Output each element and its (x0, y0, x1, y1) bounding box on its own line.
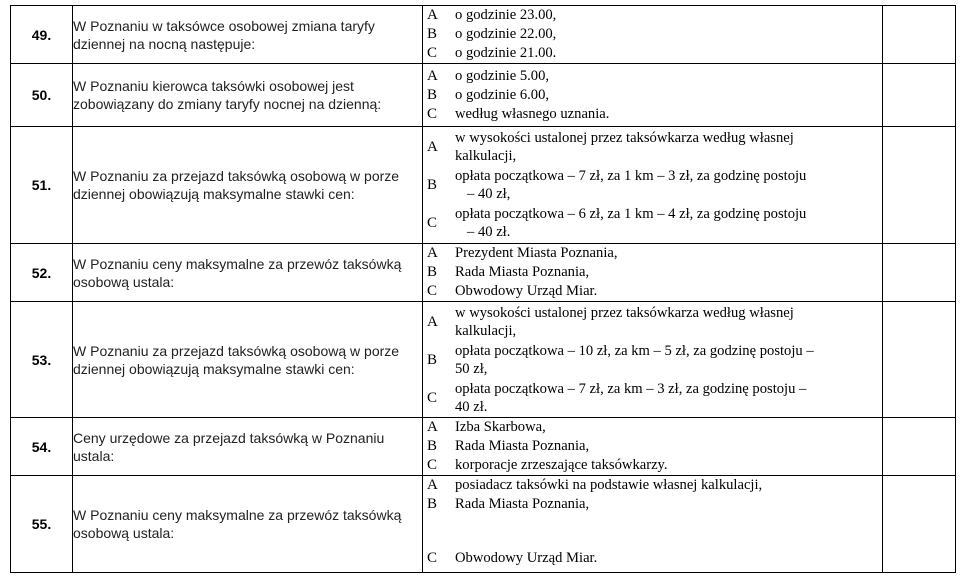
answer-letter: B (427, 351, 438, 368)
question-row-54 (11, 418, 956, 476)
answer-letter: A (427, 139, 438, 155)
answer-text-line-1: w wysokości ustalonej przez taksówkarza według własnej (455, 304, 794, 321)
question-number: 51. (11, 127, 73, 244)
answer-letter: B (427, 177, 438, 193)
answer-option-c[interactable] (423, 105, 882, 124)
answer-text-line-2: – 40 zł. (467, 224, 511, 240)
answer-text: o godzinie 23.00, (455, 7, 557, 23)
answer-option-b[interactable] (423, 341, 882, 379)
answer-text-line-2: 40 zł. (455, 398, 488, 415)
answer-letter: B (427, 496, 438, 512)
answer-options (423, 64, 883, 127)
answer-letter: B (427, 438, 438, 454)
answer-text-line-2: 50 zł, (455, 360, 488, 377)
answer-cell[interactable] (883, 418, 956, 476)
question-row-51 (11, 127, 956, 244)
answer-letter: B (427, 26, 438, 42)
answer-option-a[interactable] (423, 6, 882, 25)
answer-text: posiadacz taksówki na podstawie własnej kalkulacji, (455, 477, 763, 493)
answer-letter: C (427, 389, 438, 406)
answer-cell[interactable] (883, 476, 956, 573)
answer-option-b[interactable] (423, 25, 882, 44)
answer-option-a[interactable] (423, 67, 882, 86)
answer-text: Prezydent Miasta Poznania, (455, 245, 618, 261)
answer-cell[interactable] (883, 64, 956, 127)
answer-text-line-1: opłata początkowa – 7 zł, za km – 3 zł, za godzinę postoju – (455, 380, 807, 397)
answer-option-c[interactable] (423, 379, 882, 417)
question-text: W Poznaniu ceny maksymalne za przewóz taksówką osobową ustala: (73, 476, 423, 573)
answer-text-line-1: opłata początkowa – 7 zł, za 1 km – 3 zł, za godzinę postoju (455, 168, 807, 184)
answer-option-b[interactable] (423, 263, 882, 282)
answer-letter: C (427, 550, 438, 566)
question-row-55 (11, 476, 956, 573)
answer-text: o godzinie 22.00, (455, 26, 557, 42)
answer-text-line-2: – 40 zł, (467, 186, 511, 202)
answer-letter: A (427, 419, 438, 435)
answer-options (423, 476, 883, 573)
answer-option-a[interactable] (423, 303, 882, 341)
question-text: W Poznaniu za przejazd taksówką osobową w porze dziennej obowiązują maksymalne stawki cen: (73, 302, 423, 418)
answer-option-c[interactable] (423, 44, 882, 63)
questions-table (10, 5, 956, 573)
answer-option-c[interactable] (423, 204, 882, 242)
question-text: Ceny urzędowe za przejazd taksówką w Poznaniu ustala: (73, 418, 423, 476)
answer-options (423, 418, 883, 476)
answer-letter: A (427, 245, 438, 261)
answer-option-a[interactable] (423, 128, 882, 166)
answer-text: Obwodowy Urząd Miar. (455, 283, 598, 299)
answer-text: Izba Skarbowa, (455, 419, 546, 435)
question-number: 55. (11, 476, 73, 573)
answer-letter: A (427, 67, 438, 84)
answer-option-b[interactable] (423, 437, 882, 456)
answer-text: według własnego uznania. (455, 105, 610, 122)
answer-cell[interactable] (883, 244, 956, 302)
answer-text: o godzinie 21.00. (455, 45, 557, 61)
answer-text-line-2: kalkulacji, (455, 322, 517, 339)
question-text: W Poznaniu w taksówce osobowej zmiana taryfy dziennej na nocną następuje: (73, 6, 423, 64)
answer-cell[interactable] (883, 302, 956, 418)
answer-text: o godzinie 5.00, (455, 67, 550, 84)
answer-letter: A (427, 7, 438, 23)
answer-option-b[interactable] (423, 86, 882, 105)
answer-letter: B (427, 86, 438, 103)
question-number: 52. (11, 244, 73, 302)
question-text: W Poznaniu kierowca taksówki osobowej jest zobowiązany do zmiany taryfy nocnej na dzienną: (73, 64, 423, 127)
question-row-50 (11, 64, 956, 127)
answer-option-b[interactable] (423, 495, 882, 514)
question-number: 49. (11, 6, 73, 64)
answer-letter: A (427, 313, 438, 330)
answer-letter: C (427, 283, 438, 299)
question-row-49 (11, 6, 956, 64)
answer-letter: C (427, 215, 438, 231)
answer-option-a[interactable] (423, 476, 882, 495)
answer-option-a[interactable] (423, 244, 882, 263)
answer-option-c[interactable] (423, 282, 882, 301)
answer-options (423, 127, 883, 244)
question-row-53 (11, 302, 956, 418)
answer-letter: C (427, 105, 438, 122)
answer-letter: C (427, 457, 438, 473)
answer-options (423, 302, 883, 418)
question-number: 54. (11, 418, 73, 476)
answer-option-b[interactable] (423, 166, 882, 204)
question-number: 50. (11, 64, 73, 127)
answer-letter: B (427, 264, 438, 280)
answer-options (423, 6, 883, 64)
question-number: 53. (11, 302, 73, 418)
answer-text-line-1: opłata początkowa – 6 zł, za 1 km – 4 zł, za godzinę postoju (455, 206, 807, 222)
answer-cell[interactable] (883, 6, 956, 64)
answer-letter: A (427, 477, 438, 493)
answer-text-line-1: w wysokości ustalonej przez taksówkarza według własnej (455, 130, 794, 146)
answer-text: Rada Miasta Poznania, (455, 264, 590, 280)
answer-text: o godzinie 6.00, (455, 86, 550, 103)
answer-option-a[interactable] (423, 418, 882, 437)
answer-options (423, 244, 883, 302)
answer-text-line-1: opłata początkowa – 10 zł, za km – 5 zł, za godzinę postoju – (455, 342, 814, 359)
answer-letter: C (427, 45, 438, 61)
answer-text: Rada Miasta Poznania, (455, 496, 590, 512)
answer-text: Obwodowy Urząd Miar. (455, 550, 598, 566)
answer-text-line-2: kalkulacji, (455, 148, 517, 164)
question-text: W Poznaniu za przejazd taksówką osobową w porze dziennej obowiązują maksymalne stawki cen: (73, 127, 423, 244)
answer-option-c[interactable] (423, 514, 882, 572)
answer-text: korporacje zrzeszające taksówkarzy. (455, 457, 668, 473)
question-row-52 (11, 244, 956, 302)
answer-cell[interactable] (883, 127, 956, 244)
answer-option-c[interactable] (423, 456, 882, 475)
question-text: W Poznaniu ceny maksymalne za przewóz taksówką osobową ustala: (73, 244, 423, 302)
answer-text: Rada Miasta Poznania, (455, 438, 590, 454)
